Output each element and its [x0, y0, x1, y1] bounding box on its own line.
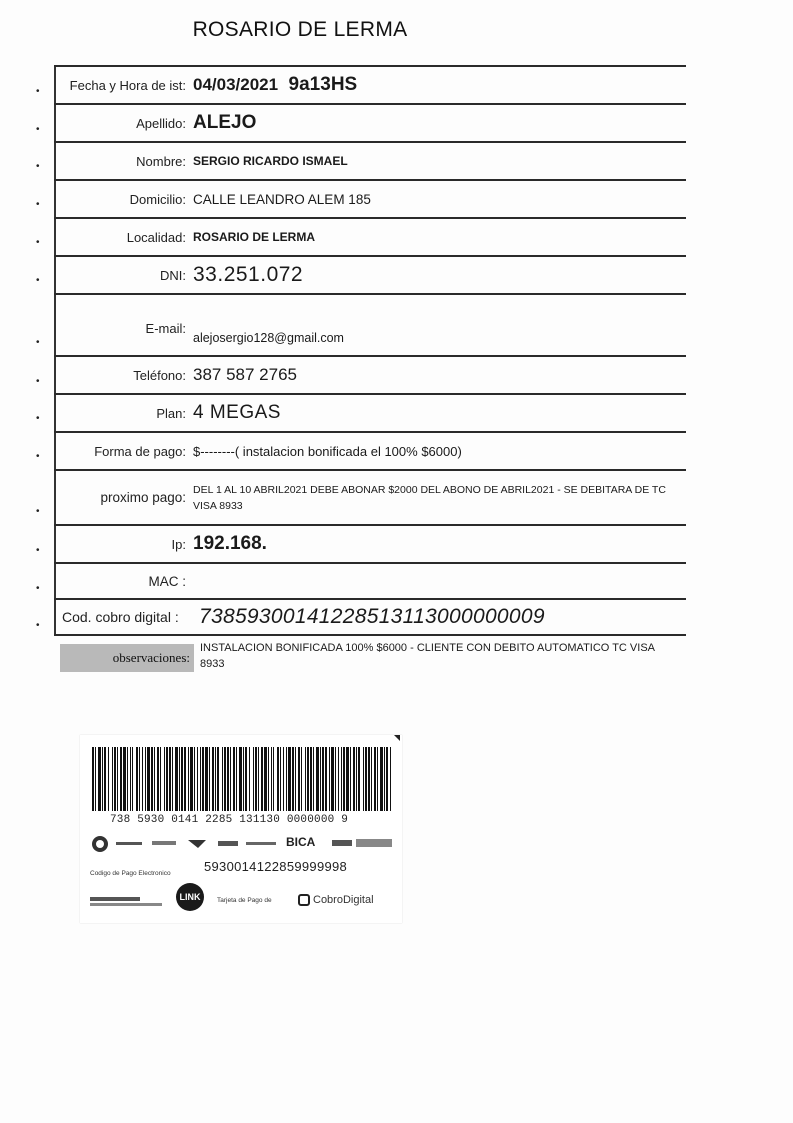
proximo-pago-value: DEL 1 AL 10 ABRIL2021 DEBE ABONAR $2000 DEL ABONO DE ABRIL2021 - SE DEBITARA DE TC VISA 8933 [193, 483, 666, 512]
barcode-bar [181, 747, 183, 811]
row-bullet: • [36, 545, 40, 556]
barcode-bar [108, 747, 109, 811]
fecha-value: 04/03/2021 [193, 75, 279, 94]
barcode-bar [236, 747, 237, 811]
barcode-bar [343, 747, 345, 811]
row-ip [54, 524, 686, 562]
row-bullet: • [36, 337, 40, 348]
row-bullet: • [36, 620, 40, 631]
localidad-value: ROSARIO DE LERMA [193, 230, 316, 244]
barcode-bar [127, 747, 128, 811]
barcode-bar [147, 747, 150, 811]
barcode-bar [142, 747, 143, 811]
barcode-bar [164, 747, 165, 811]
ip-label: Ip: [171, 536, 186, 552]
barcode-bar [365, 747, 367, 811]
pago-mis-cuentas-logo [90, 895, 170, 909]
corner-mark [394, 735, 400, 741]
apellido-label: Apellido: [136, 115, 186, 131]
row-bullet: • [36, 376, 40, 387]
barcode-bar [368, 747, 370, 811]
barcode-bar [222, 747, 223, 811]
barcode-bar [258, 747, 259, 811]
barcode-bar [249, 747, 250, 811]
document-title: ROSARIO DE LERMA [192, 18, 408, 41]
barcode-bar [239, 747, 242, 811]
barcode-bar [292, 747, 294, 811]
domicilio-label: Domicilio: [129, 191, 186, 207]
barcode-bar [243, 747, 244, 811]
barcode-bar [310, 747, 312, 811]
localidad-label: Localidad: [126, 229, 186, 245]
bica-logo: BICA [286, 835, 316, 849]
barcode-bar [92, 747, 94, 811]
barcode-bar [217, 747, 219, 811]
barcode-bar [305, 747, 306, 811]
observaciones-value: INSTALACION BONIFICADA 100% $6000 - CLIENTE CON DEBITO AUTOMATICO TC VISA 8933 [200, 642, 655, 670]
mac-label: MAC : [148, 573, 186, 589]
row-telefono [54, 355, 686, 393]
barcode-bar [227, 747, 229, 811]
forma-pago-label: Forma de pago: [94, 443, 186, 459]
barcode-bar [384, 747, 385, 811]
barcode-bar [95, 747, 96, 811]
row-bullet: • [36, 199, 40, 210]
barcode-bar [261, 747, 263, 811]
barcode-bar [151, 747, 153, 811]
row-apellido [54, 103, 686, 141]
barcode-bar [358, 747, 360, 811]
codigo-pago-label: Codigo de Pago Electronico [90, 870, 171, 877]
nombre-label: Nombre: [136, 153, 186, 169]
barcode-bar [139, 747, 140, 811]
barcode-bar [288, 747, 291, 811]
barcode-bar [157, 747, 159, 811]
observaciones-label: observaciones: [60, 644, 194, 672]
barcode-bar [338, 747, 339, 811]
row-bullet: • [36, 161, 40, 172]
barcode-bar [102, 747, 103, 811]
barcode-bar [123, 747, 126, 811]
barcode-bar [313, 747, 314, 811]
barcode-bar [166, 747, 168, 811]
row-domicilio [54, 179, 686, 217]
row-bullet: • [36, 583, 40, 594]
barcode-bar [353, 747, 355, 811]
barcode-bar [307, 747, 309, 811]
barcode-bar [264, 747, 267, 811]
barcode-bar [322, 747, 324, 811]
barcode-bar [114, 747, 116, 811]
barcode-bar [331, 747, 334, 811]
barcode-bar [120, 747, 122, 811]
cod-cobro-label: Cod. cobro digital : [62, 609, 179, 625]
barcode-bar [172, 747, 173, 811]
row-bullet: • [36, 124, 40, 135]
barcode [92, 747, 392, 811]
barcode-bar [215, 747, 216, 811]
email-value: alejosergio128@gmail.com [193, 331, 344, 345]
row-bullet: • [36, 506, 40, 517]
apellido-value: ALEJO [193, 112, 257, 133]
barcode-bar [188, 747, 189, 811]
barcode-bar [298, 747, 300, 811]
barcode-bar [273, 747, 274, 811]
email-label: E-mail: [145, 321, 186, 336]
barcode-bar [356, 747, 357, 811]
barcode-bar [390, 747, 391, 811]
barcode-bar [136, 747, 138, 811]
barcode-bar [350, 747, 351, 811]
barcode-bar [209, 747, 210, 811]
row-bullet: • [36, 451, 40, 462]
barcode-bar [363, 747, 364, 811]
telefono-label: Teléfono: [133, 367, 186, 383]
barcode-bar [283, 747, 284, 811]
hora-value: 9a13HS [288, 74, 358, 95]
cobro-digital-logo [298, 891, 378, 909]
barcode-bar [205, 747, 208, 811]
fecha-label: Fecha y Hora de ist: [69, 77, 186, 93]
barcode-bar [154, 747, 155, 811]
dni-value: 33.251.072 [193, 263, 304, 286]
barcode-bar [104, 747, 106, 811]
row-bullet: • [36, 237, 40, 248]
barcode-bar [341, 747, 342, 811]
barcode-bar [301, 747, 302, 811]
cobro-digital-text: CobroDigital [313, 894, 374, 906]
barcode-bar [212, 747, 214, 811]
barcode-bar [197, 747, 198, 811]
barcode-bar [145, 747, 146, 811]
barcode-bar [295, 747, 296, 811]
barcode-bar [271, 747, 272, 811]
barcode-bar [98, 747, 101, 811]
observaciones-row [58, 638, 686, 678]
barcode-bar [325, 747, 327, 811]
cobro-digital-icon [298, 894, 310, 906]
row-localidad [54, 217, 686, 255]
row-mac [54, 562, 686, 598]
barcode-bar [377, 747, 378, 811]
barcode-bar [202, 747, 204, 811]
barcode-bar [316, 747, 319, 811]
barcode-bar [130, 747, 131, 811]
barcode-bar [194, 747, 195, 811]
barcode-number: 738 5930 0141 2285 131130 0000000 9 [110, 814, 349, 826]
row-nombre [54, 141, 686, 179]
barcode-bar [169, 747, 171, 811]
barcode-bar [224, 747, 226, 811]
client-form [54, 65, 686, 636]
row-plan [54, 393, 686, 431]
forma-pago-value: $--------( instalacion bonificada el 100% $6000) [193, 443, 462, 459]
barcode-bar [179, 747, 180, 811]
barcode-bar [233, 747, 235, 811]
barcode-bar [277, 747, 279, 811]
row-dni [54, 255, 686, 293]
codigo-pago-value: 5930014122859999998 [204, 859, 348, 874]
tarjeta-pago-label: Tarjeta de Pago de [217, 897, 272, 904]
barcode-bar [374, 747, 376, 811]
barcode-bar [268, 747, 269, 811]
row-email [54, 293, 686, 355]
nombre-value: SERGIO RICARDO ISMAEL [193, 154, 348, 168]
row-bullet: • [36, 275, 40, 286]
barcode-bar [329, 747, 330, 811]
proximo-pago-label: proximo pago: [100, 490, 186, 505]
row-bullet: • [36, 86, 40, 97]
cod-cobro-value: 73859300141228513113000000009 [199, 605, 545, 628]
ip-value: 192.168. [193, 533, 267, 554]
link-logo: LINK [176, 883, 204, 911]
telefono-value: 387 587 2765 [193, 365, 297, 384]
barcode-bar [117, 747, 118, 811]
barcode-bar [184, 747, 186, 811]
barcode-bar [380, 747, 383, 811]
row-forma-pago [54, 431, 686, 469]
row-fecha [54, 65, 686, 103]
barcode-bar [255, 747, 257, 811]
row-cod-cobro [54, 598, 686, 636]
barcode-bar [190, 747, 193, 811]
barcode-bar [112, 747, 113, 811]
barcode-bar [280, 747, 281, 811]
payment-network-logos [88, 832, 398, 856]
barcode-bar [335, 747, 336, 811]
barcode-bar [230, 747, 231, 811]
barcode-bar [175, 747, 178, 811]
dni-label: DNI: [160, 267, 186, 283]
barcode-bar [160, 747, 161, 811]
barcode-bar [200, 747, 201, 811]
barcode-bar [245, 747, 247, 811]
barcode-bar [386, 747, 388, 811]
row-proximo-pago [54, 469, 686, 524]
plan-value: 4 MEGAS [193, 402, 281, 423]
barcode-bar [253, 747, 254, 811]
plan-label: Plan: [156, 405, 186, 421]
barcode-bar [371, 747, 372, 811]
payment-slip [80, 735, 402, 923]
barcode-bar [132, 747, 133, 811]
row-bullet: • [36, 413, 40, 424]
barcode-bar [320, 747, 321, 811]
barcode-bar [286, 747, 287, 811]
barcode-bar [346, 747, 349, 811]
domicilio-value: CALLE LEANDRO ALEM 185 [193, 191, 371, 207]
